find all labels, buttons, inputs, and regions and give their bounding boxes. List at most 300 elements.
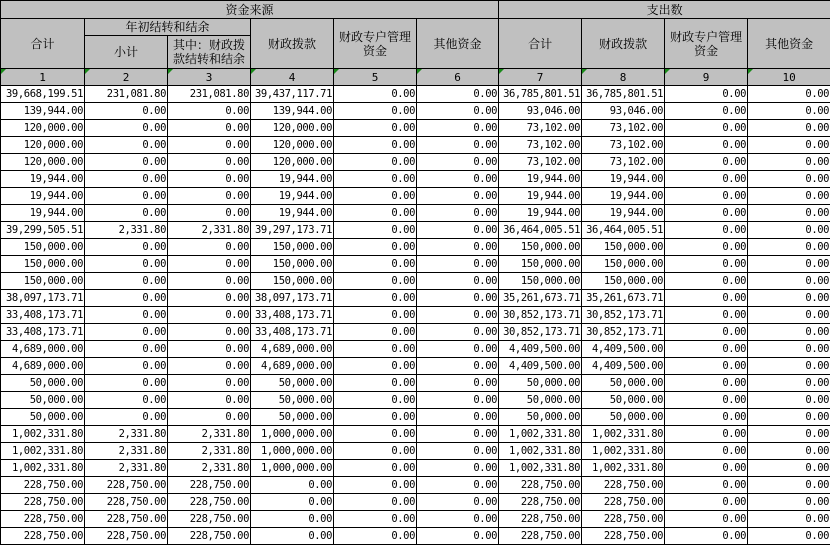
table-cell[interactable]: 0.00 [168, 273, 251, 290]
table-cell[interactable]: 0.00 [665, 460, 748, 477]
table-cell[interactable]: 1,000,000.00 [251, 426, 334, 443]
table-cell[interactable]: 0.00 [417, 307, 499, 324]
table-cell[interactable]: 0.00 [334, 171, 417, 188]
table-cell[interactable]: 150,000.00 [582, 256, 665, 273]
table-cell[interactable]: 0.00 [665, 477, 748, 494]
table-cell[interactable]: 50,000.00 [1, 375, 85, 392]
column-index-cell: 9 [665, 69, 748, 86]
table-cell[interactable]: 1,002,331.80 [582, 460, 665, 477]
table-cell[interactable]: 0.00 [665, 375, 748, 392]
table-cell[interactable]: 0.00 [417, 222, 499, 239]
table-cell[interactable]: 0.00 [168, 171, 251, 188]
table-cell[interactable]: 0.00 [334, 188, 417, 205]
table-cell[interactable]: 150,000.00 [251, 256, 334, 273]
table-cell[interactable]: 0.00 [748, 511, 830, 528]
table-cell[interactable]: 0.00 [748, 324, 830, 341]
table-cell[interactable]: 0.00 [665, 494, 748, 511]
table-cell[interactable]: 228,750.00 [499, 494, 582, 511]
table-cell[interactable]: 0.00 [334, 341, 417, 358]
table-cell[interactable]: 0.00 [417, 324, 499, 341]
table-cell[interactable]: 0.00 [748, 443, 830, 460]
table-cell[interactable]: 39,297,173.71 [251, 222, 334, 239]
table-cell[interactable]: 0.00 [748, 86, 830, 103]
table-row [1, 443, 830, 460]
table-cell[interactable]: 0.00 [85, 103, 168, 120]
col-header-2: 小计 [85, 36, 168, 69]
table-cell[interactable]: 0.00 [417, 154, 499, 171]
table-cell[interactable]: 0.00 [417, 341, 499, 358]
table-cell[interactable]: 0.00 [334, 86, 417, 103]
table-cell[interactable]: 2,331.80 [85, 460, 168, 477]
table-cell[interactable]: 0.00 [334, 273, 417, 290]
table-cell[interactable]: 4,689,000.00 [251, 341, 334, 358]
table-cell[interactable]: 0.00 [168, 358, 251, 375]
table-cell[interactable]: 0.00 [334, 120, 417, 137]
table-cell[interactable]: 0.00 [334, 494, 417, 511]
table-cell[interactable]: 0.00 [168, 137, 251, 154]
table-cell[interactable]: 0.00 [334, 443, 417, 460]
table-cell[interactable]: 0.00 [85, 256, 168, 273]
table-cell[interactable]: 0.00 [168, 392, 251, 409]
table-row [1, 154, 830, 171]
table-cell[interactable]: 19,944.00 [582, 171, 665, 188]
table-cell[interactable]: 0.00 [748, 239, 830, 256]
table-cell[interactable]: 0.00 [665, 205, 748, 222]
table-cell[interactable]: 19,944.00 [499, 171, 582, 188]
table-cell[interactable]: 0.00 [417, 511, 499, 528]
table-cell[interactable]: 4,409,500.00 [582, 341, 665, 358]
table-cell[interactable]: 50,000.00 [251, 409, 334, 426]
table-cell[interactable]: 0.00 [417, 256, 499, 273]
table-cell[interactable]: 0.00 [748, 137, 830, 154]
table-cell[interactable]: 0.00 [334, 477, 417, 494]
table-cell[interactable]: 0.00 [748, 256, 830, 273]
table-cell[interactable]: 0.00 [417, 443, 499, 460]
table-cell[interactable]: 0.00 [665, 103, 748, 120]
table-cell[interactable]: 0.00 [85, 409, 168, 426]
table-cell[interactable]: 35,261,673.71 [499, 290, 582, 307]
table-cell[interactable]: 0.00 [748, 477, 830, 494]
table-cell[interactable]: 0.00 [168, 409, 251, 426]
table-cell[interactable]: 0.00 [334, 137, 417, 154]
table-cell[interactable]: 150,000.00 [499, 273, 582, 290]
table-cell[interactable]: 0.00 [85, 375, 168, 392]
table-cell[interactable]: 30,852,173.71 [582, 307, 665, 324]
table-cell[interactable]: 4,409,500.00 [582, 358, 665, 375]
table-cell[interactable]: 1,002,331.80 [582, 443, 665, 460]
table-cell[interactable]: 0.00 [748, 307, 830, 324]
table-cell[interactable]: 1,002,331.80 [1, 460, 85, 477]
table-cell[interactable]: 0.00 [665, 256, 748, 273]
table-cell[interactable]: 228,750.00 [168, 528, 251, 545]
table-cell[interactable]: 0.00 [748, 222, 830, 239]
table-cell[interactable]: 39,437,117.71 [251, 86, 334, 103]
table-cell[interactable]: 50,000.00 [251, 392, 334, 409]
table-cell[interactable]: 50,000.00 [1, 392, 85, 409]
column-index-cell: 3 [168, 69, 251, 86]
table-cell[interactable]: 19,944.00 [1, 188, 85, 205]
table-cell[interactable]: 0.00 [748, 103, 830, 120]
table-cell[interactable]: 0.00 [748, 171, 830, 188]
table-cell[interactable]: 4,409,500.00 [499, 341, 582, 358]
table-cell[interactable]: 50,000.00 [499, 375, 582, 392]
table-cell[interactable]: 38,097,173.71 [251, 290, 334, 307]
table-cell[interactable]: 0.00 [748, 188, 830, 205]
table-cell[interactable]: 228,750.00 [582, 528, 665, 545]
table-cell[interactable]: 0.00 [334, 528, 417, 545]
table-cell[interactable]: 1,002,331.80 [1, 443, 85, 460]
table-cell[interactable]: 150,000.00 [251, 273, 334, 290]
table-cell[interactable]: 73,102.00 [499, 137, 582, 154]
table-cell[interactable]: 0.00 [251, 511, 334, 528]
table-cell[interactable]: 4,689,000.00 [1, 358, 85, 375]
col-header-10: 其他资金 [748, 19, 830, 69]
table-cell[interactable]: 1,002,331.80 [582, 426, 665, 443]
table-cell[interactable]: 0.00 [665, 188, 748, 205]
table-cell[interactable]: 0.00 [417, 460, 499, 477]
table-cell[interactable]: 0.00 [168, 103, 251, 120]
column-index-row [1, 69, 830, 86]
table-cell[interactable]: 120,000.00 [251, 137, 334, 154]
table-cell[interactable]: 0.00 [168, 375, 251, 392]
table-cell[interactable]: 0.00 [85, 341, 168, 358]
table-cell[interactable]: 150,000.00 [251, 239, 334, 256]
table-cell[interactable]: 0.00 [85, 290, 168, 307]
table-cell[interactable]: 0.00 [665, 222, 748, 239]
table-cell[interactable]: 0.00 [417, 290, 499, 307]
table-row [1, 120, 830, 137]
table-cell[interactable]: 228,750.00 [85, 477, 168, 494]
table-cell[interactable]: 228,750.00 [582, 494, 665, 511]
table-cell[interactable]: 50,000.00 [582, 409, 665, 426]
table-cell[interactable]: 228,750.00 [1, 494, 85, 511]
table-cell[interactable]: 120,000.00 [1, 120, 85, 137]
table-cell[interactable]: 0.00 [417, 188, 499, 205]
table-cell[interactable]: 33,408,173.71 [251, 307, 334, 324]
table-cell[interactable]: 0.00 [665, 443, 748, 460]
table-cell[interactable]: 0.00 [748, 392, 830, 409]
table-cell[interactable]: 73,102.00 [582, 137, 665, 154]
table-cell[interactable]: 0.00 [417, 494, 499, 511]
table-cell[interactable]: 0.00 [417, 477, 499, 494]
table-cell[interactable]: 0.00 [665, 239, 748, 256]
table-cell[interactable]: 1,000,000.00 [251, 443, 334, 460]
table-cell[interactable]: 120,000.00 [251, 120, 334, 137]
table-cell[interactable]: 33,408,173.71 [1, 307, 85, 324]
table-cell[interactable]: 228,750.00 [168, 511, 251, 528]
table-cell[interactable]: 0.00 [748, 409, 830, 426]
table-cell[interactable]: 0.00 [665, 341, 748, 358]
table-cell[interactable]: 0.00 [334, 290, 417, 307]
table-cell[interactable]: 150,000.00 [1, 239, 85, 256]
table-cell[interactable]: 30,852,173.71 [582, 324, 665, 341]
table-cell[interactable]: 2,331.80 [168, 460, 251, 477]
table-cell[interactable]: 1,002,331.80 [499, 443, 582, 460]
column-index-cell: 6 [417, 69, 499, 86]
table-cell[interactable]: 35,261,673.71 [582, 290, 665, 307]
table-cell[interactable]: 0.00 [334, 511, 417, 528]
table-cell[interactable]: 19,944.00 [499, 205, 582, 222]
table-cell[interactable]: 0.00 [417, 392, 499, 409]
table-cell[interactable]: 19,944.00 [582, 205, 665, 222]
expenditure-header: 支出数 [499, 1, 830, 19]
table-cell[interactable]: 4,689,000.00 [1, 341, 85, 358]
table-cell[interactable]: 19,944.00 [499, 188, 582, 205]
table-cell[interactable]: 0.00 [85, 392, 168, 409]
table-cell[interactable]: 50,000.00 [582, 392, 665, 409]
table-cell[interactable]: 0.00 [665, 290, 748, 307]
table-cell[interactable]: 0.00 [251, 528, 334, 545]
table-cell[interactable]: 50,000.00 [1, 409, 85, 426]
table-cell[interactable]: 1,000,000.00 [251, 460, 334, 477]
table-cell[interactable]: 0.00 [85, 120, 168, 137]
table-cell[interactable]: 0.00 [665, 511, 748, 528]
table-cell[interactable]: 2,331.80 [168, 426, 251, 443]
table-cell[interactable]: 0.00 [168, 239, 251, 256]
table-cell[interactable]: 1,002,331.80 [499, 426, 582, 443]
table-cell[interactable]: 0.00 [168, 290, 251, 307]
column-index-cell: 1 [1, 69, 85, 86]
table-cell[interactable]: 228,750.00 [582, 477, 665, 494]
table-cell[interactable]: 231,081.80 [85, 86, 168, 103]
table-cell[interactable]: 0.00 [417, 273, 499, 290]
table-cell[interactable]: 120,000.00 [251, 154, 334, 171]
table-cell[interactable]: 0.00 [168, 324, 251, 341]
table-cell[interactable]: 0.00 [417, 120, 499, 137]
table-cell[interactable]: 0.00 [334, 392, 417, 409]
table-cell[interactable]: 0.00 [417, 528, 499, 545]
table-cell[interactable]: 120,000.00 [1, 154, 85, 171]
table-row [1, 460, 830, 477]
table-cell[interactable]: 0.00 [665, 120, 748, 137]
table-cell[interactable]: 0.00 [665, 392, 748, 409]
table-cell[interactable]: 0.00 [168, 341, 251, 358]
table-cell[interactable]: 0.00 [168, 205, 251, 222]
table-cell[interactable]: 0.00 [417, 205, 499, 222]
table-cell[interactable]: 0.00 [168, 307, 251, 324]
table-row [1, 324, 830, 341]
table-cell[interactable]: 150,000.00 [582, 239, 665, 256]
table-cell[interactable]: 50,000.00 [499, 409, 582, 426]
col-header-5: 财政专户管理资金 [334, 19, 417, 69]
col-header-4: 财政拨款 [251, 19, 334, 69]
table-cell[interactable]: 0.00 [251, 477, 334, 494]
table-cell[interactable]: 150,000.00 [499, 256, 582, 273]
table-row [1, 409, 830, 426]
table-cell[interactable]: 228,750.00 [499, 477, 582, 494]
table-cell[interactable]: 0.00 [748, 358, 830, 375]
table-cell[interactable]: 0.00 [665, 154, 748, 171]
table-cell[interactable]: 39,668,199.51 [1, 86, 85, 103]
table-cell[interactable]: 0.00 [168, 120, 251, 137]
table-cell[interactable]: 150,000.00 [499, 239, 582, 256]
table-cell[interactable]: 36,464,005.51 [582, 222, 665, 239]
table-cell[interactable]: 0.00 [665, 528, 748, 545]
table-cell[interactable]: 19,944.00 [1, 171, 85, 188]
table-cell[interactable]: 19,944.00 [251, 188, 334, 205]
table-cell[interactable]: 19,944.00 [251, 171, 334, 188]
table-cell[interactable]: 0.00 [334, 239, 417, 256]
table-cell[interactable]: 0.00 [665, 409, 748, 426]
table-cell[interactable]: 0.00 [748, 375, 830, 392]
table-cell[interactable]: 0.00 [748, 426, 830, 443]
table-cell[interactable]: 0.00 [334, 324, 417, 341]
table-row [1, 290, 830, 307]
table-row [1, 222, 830, 239]
table-cell[interactable]: 1,002,331.80 [1, 426, 85, 443]
table-cell[interactable]: 50,000.00 [251, 375, 334, 392]
col-header-9: 财政专户管理资金 [665, 19, 748, 69]
table-cell[interactable]: 36,785,801.51 [499, 86, 582, 103]
table-cell[interactable]: 0.00 [85, 273, 168, 290]
table-cell[interactable]: 0.00 [417, 239, 499, 256]
table-row [1, 205, 830, 222]
table-cell[interactable]: 0.00 [665, 324, 748, 341]
table-row [1, 477, 830, 494]
table-cell[interactable]: 4,689,000.00 [251, 358, 334, 375]
table-cell[interactable]: 2,331.80 [168, 222, 251, 239]
table-cell[interactable]: 0.00 [665, 137, 748, 154]
table-cell[interactable]: 2,331.80 [85, 222, 168, 239]
table-cell[interactable]: 228,750.00 [168, 477, 251, 494]
table-cell[interactable]: 93,046.00 [499, 103, 582, 120]
table-cell[interactable]: 0.00 [85, 188, 168, 205]
table-row [1, 375, 830, 392]
table-cell[interactable]: 50,000.00 [582, 375, 665, 392]
table-cell[interactable]: 0.00 [334, 103, 417, 120]
table-cell[interactable]: 228,750.00 [1, 477, 85, 494]
table-cell[interactable]: 228,750.00 [1, 511, 85, 528]
table-cell[interactable]: 0.00 [417, 86, 499, 103]
table-cell[interactable]: 0.00 [85, 239, 168, 256]
table-cell[interactable]: 228,750.00 [85, 511, 168, 528]
table-cell[interactable]: 36,785,801.51 [582, 86, 665, 103]
table-cell[interactable]: 50,000.00 [499, 392, 582, 409]
table-cell[interactable]: 0.00 [168, 188, 251, 205]
table-cell[interactable]: 228,750.00 [168, 494, 251, 511]
table-cell[interactable]: 30,852,173.71 [499, 307, 582, 324]
table-cell[interactable]: 0.00 [334, 358, 417, 375]
table-cell[interactable]: 0.00 [748, 205, 830, 222]
table-cell[interactable]: 0.00 [665, 426, 748, 443]
table-row [1, 494, 830, 511]
table-cell[interactable]: 0.00 [168, 256, 251, 273]
table-cell[interactable]: 0.00 [417, 137, 499, 154]
table-cell[interactable]: 0.00 [85, 358, 168, 375]
table-cell[interactable]: 0.00 [748, 341, 830, 358]
table-cell[interactable]: 0.00 [665, 171, 748, 188]
table-cell[interactable]: 228,750.00 [85, 528, 168, 545]
table-cell[interactable]: 73,102.00 [582, 120, 665, 137]
table-cell[interactable]: 0.00 [85, 307, 168, 324]
table-cell[interactable]: 93,046.00 [582, 103, 665, 120]
table-cell[interactable]: 4,409,500.00 [499, 358, 582, 375]
table-cell[interactable]: 0.00 [251, 494, 334, 511]
table-cell[interactable]: 73,102.00 [582, 154, 665, 171]
table-cell[interactable]: 139,944.00 [1, 103, 85, 120]
table-cell[interactable]: 0.00 [417, 375, 499, 392]
table-cell[interactable]: 0.00 [665, 307, 748, 324]
table-cell[interactable]: 0.00 [334, 375, 417, 392]
table-cell[interactable]: 0.00 [417, 171, 499, 188]
col-header-1: 合计 [1, 19, 85, 69]
table-row [1, 273, 830, 290]
table-cell[interactable]: 0.00 [85, 137, 168, 154]
table-cell[interactable]: 38,097,173.71 [1, 290, 85, 307]
table-cell[interactable]: 0.00 [665, 86, 748, 103]
table-row [1, 358, 830, 375]
table-cell[interactable]: 150,000.00 [1, 256, 85, 273]
table-cell[interactable]: 1,002,331.80 [499, 460, 582, 477]
table-cell[interactable]: 231,081.80 [168, 86, 251, 103]
table-cell[interactable]: 19,944.00 [582, 188, 665, 205]
table-cell[interactable]: 19,944.00 [251, 205, 334, 222]
table-cell[interactable]: 228,750.00 [1, 528, 85, 545]
table-cell[interactable]: 120,000.00 [1, 137, 85, 154]
table-cell[interactable]: 39,299,505.51 [1, 222, 85, 239]
table-row [1, 103, 830, 120]
table-cell[interactable]: 2,331.80 [85, 426, 168, 443]
table-cell[interactable]: 0.00 [334, 426, 417, 443]
table-cell[interactable]: 0.00 [748, 273, 830, 290]
table-cell[interactable]: 0.00 [748, 460, 830, 477]
table-cell[interactable]: 0.00 [417, 409, 499, 426]
table-cell[interactable]: 33,408,173.71 [1, 324, 85, 341]
table-cell[interactable]: 0.00 [168, 154, 251, 171]
table-cell[interactable]: 150,000.00 [582, 273, 665, 290]
table-cell[interactable]: 73,102.00 [499, 120, 582, 137]
table-cell[interactable]: 0.00 [85, 171, 168, 188]
table-cell[interactable]: 150,000.00 [1, 273, 85, 290]
table-cell[interactable]: 228,750.00 [85, 494, 168, 511]
table-cell[interactable]: 0.00 [748, 290, 830, 307]
table-row [1, 188, 830, 205]
column-index-cell: 5 [334, 69, 417, 86]
table-cell[interactable]: 30,852,173.71 [499, 324, 582, 341]
col-header-6: 其他资金 [417, 19, 499, 69]
table-cell[interactable]: 19,944.00 [1, 205, 85, 222]
table-cell[interactable]: 0.00 [85, 324, 168, 341]
table-cell[interactable]: 0.00 [417, 103, 499, 120]
table-cell[interactable]: 228,750.00 [499, 511, 582, 528]
table-cell[interactable]: 0.00 [665, 358, 748, 375]
table-cell[interactable]: 0.00 [85, 205, 168, 222]
table-cell[interactable]: 0.00 [417, 426, 499, 443]
table-cell[interactable]: 0.00 [334, 256, 417, 273]
table-cell[interactable]: 0.00 [334, 154, 417, 171]
table-cell[interactable]: 0.00 [334, 307, 417, 324]
table-cell[interactable]: 73,102.00 [499, 154, 582, 171]
table-cell[interactable]: 139,944.00 [251, 103, 334, 120]
table-cell[interactable]: 0.00 [417, 358, 499, 375]
table-cell[interactable]: 228,750.00 [582, 511, 665, 528]
table-cell[interactable]: 0.00 [334, 409, 417, 426]
table-cell[interactable]: 0.00 [334, 460, 417, 477]
table-cell[interactable]: 33,408,173.71 [251, 324, 334, 341]
table-cell[interactable]: 36,464,005.51 [499, 222, 582, 239]
table-cell[interactable]: 0.00 [334, 205, 417, 222]
table-cell[interactable]: 228,750.00 [499, 528, 582, 545]
table-cell[interactable]: 0.00 [748, 494, 830, 511]
table-cell[interactable]: 0.00 [748, 154, 830, 171]
table-cell[interactable]: 0.00 [665, 273, 748, 290]
table-cell[interactable]: 0.00 [334, 222, 417, 239]
table-cell[interactable]: 0.00 [85, 154, 168, 171]
table-cell[interactable]: 0.00 [748, 120, 830, 137]
table-cell[interactable]: 0.00 [748, 528, 830, 545]
table-cell[interactable]: 2,331.80 [85, 443, 168, 460]
table-cell[interactable]: 2,331.80 [168, 443, 251, 460]
